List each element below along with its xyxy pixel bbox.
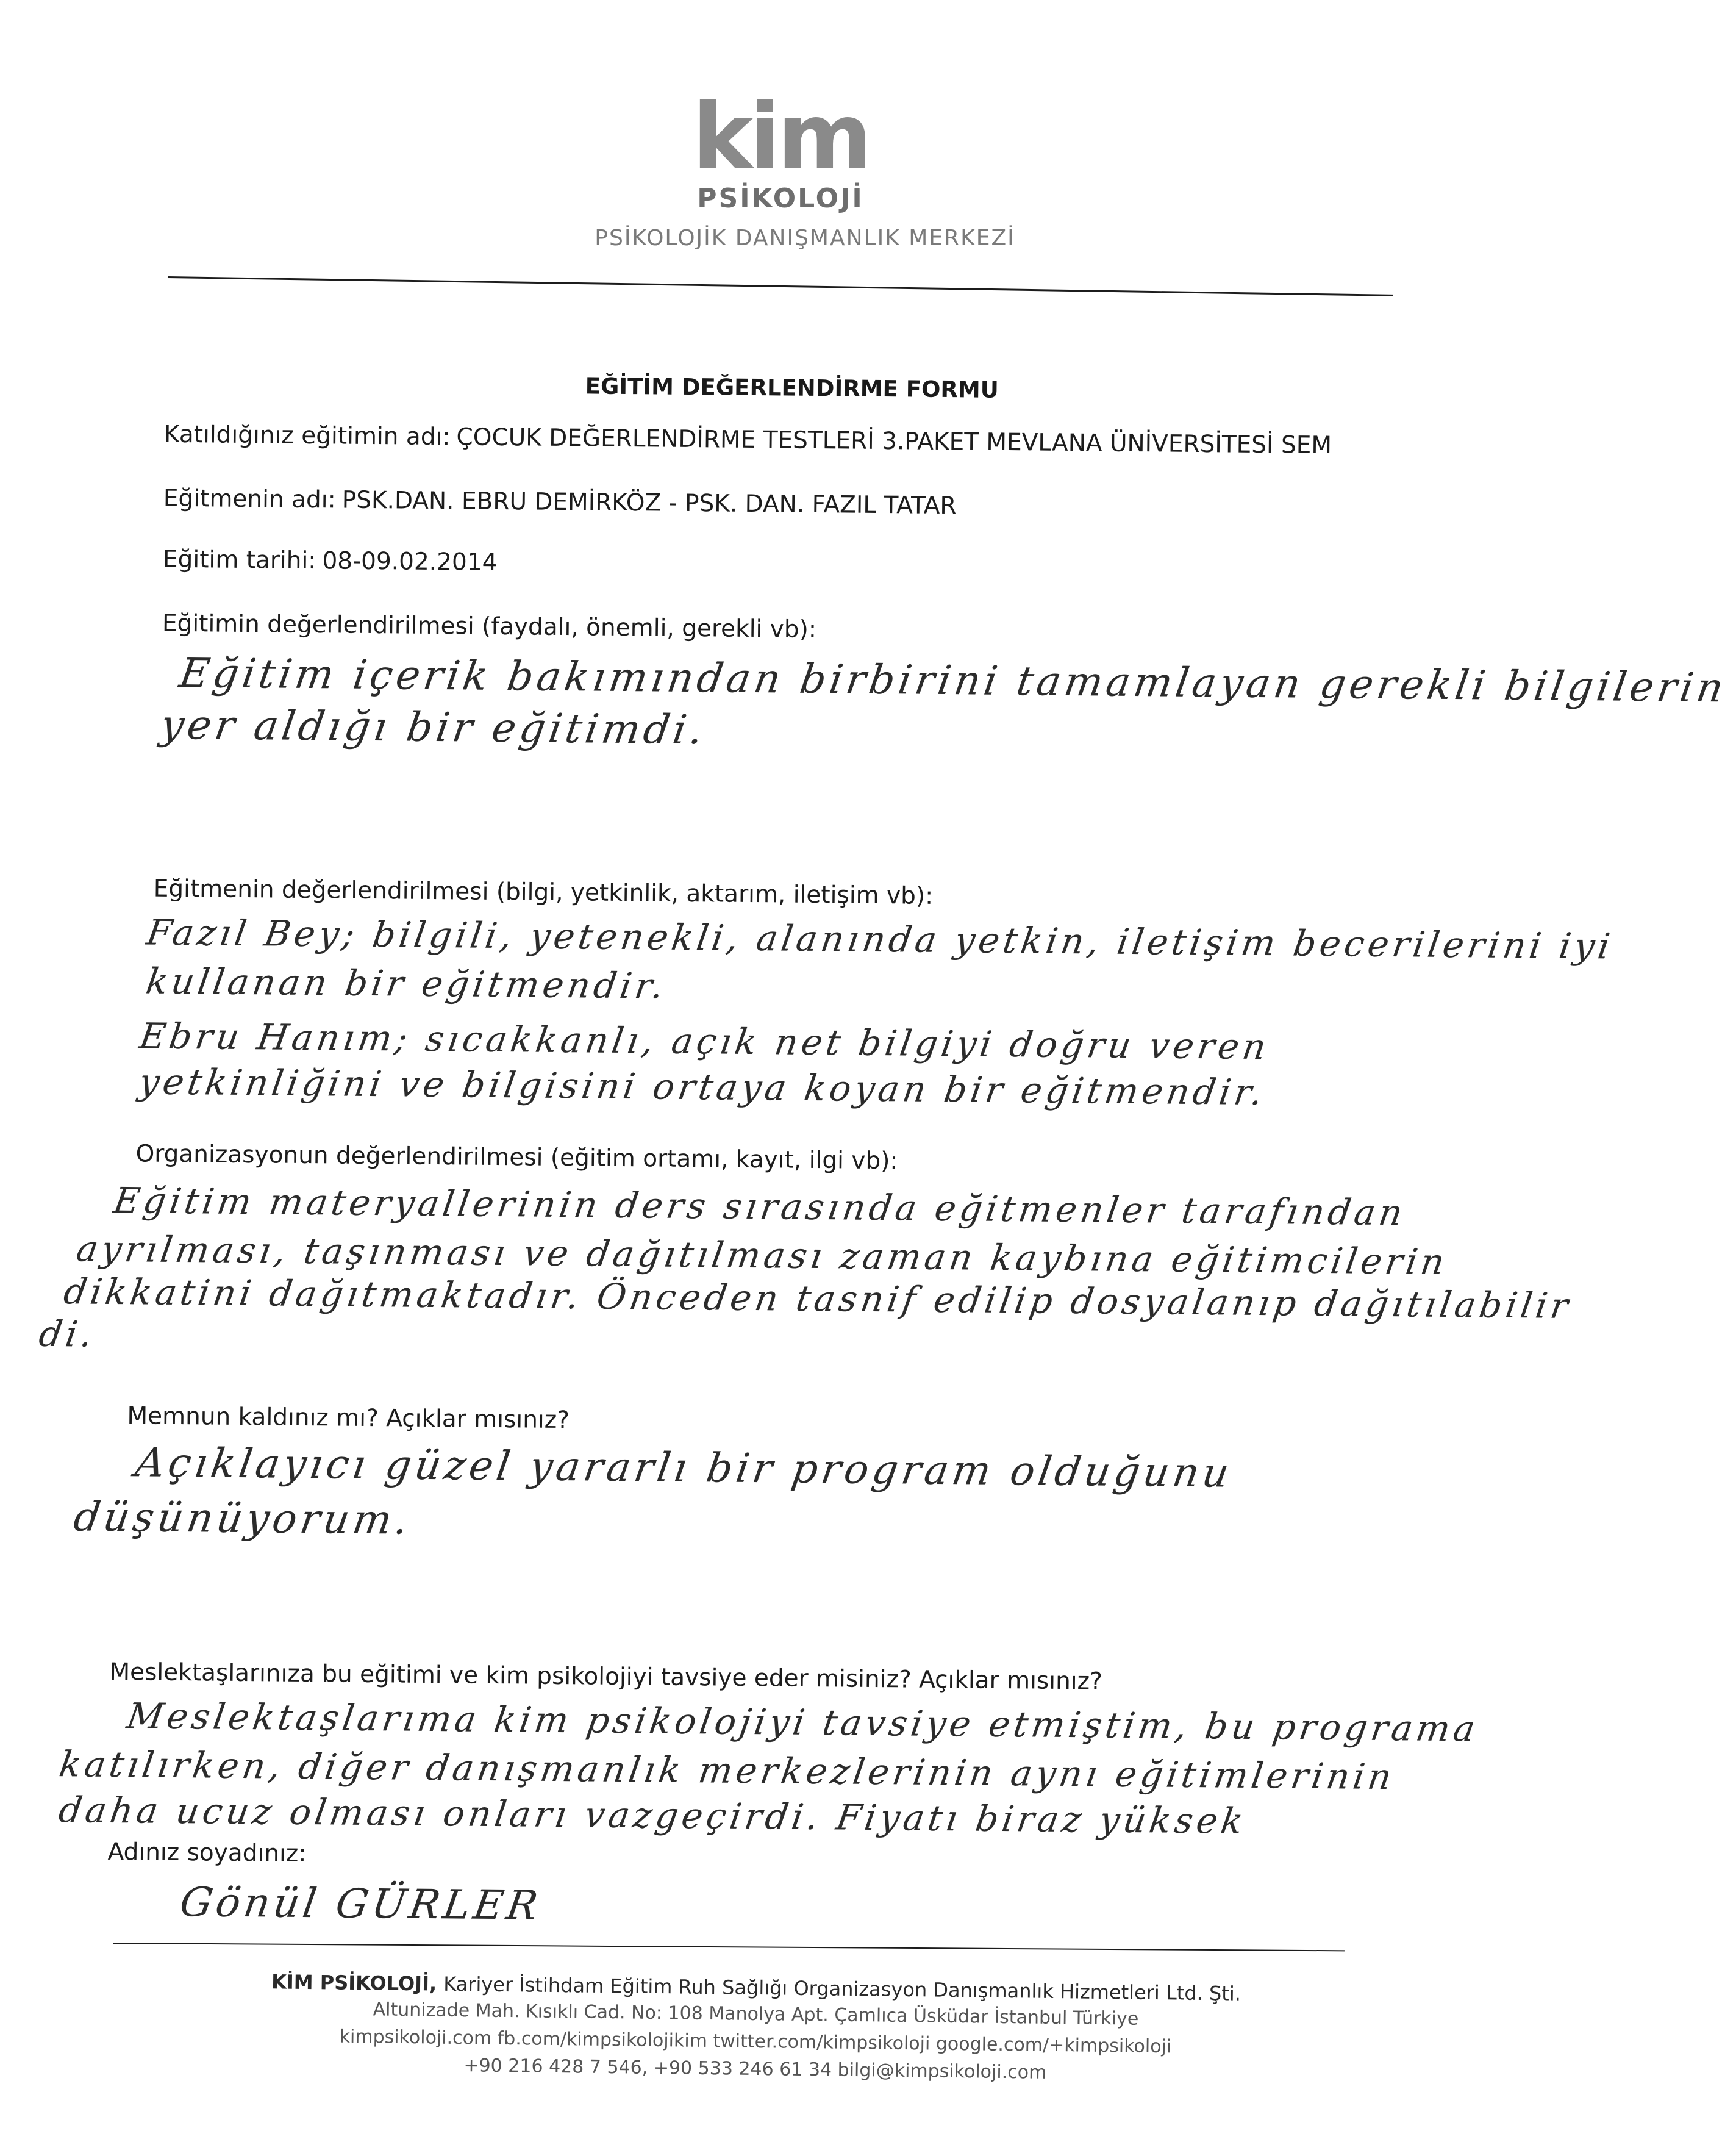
question-recommendation: Meslektaşlarınıza bu eğitimi ve kim psikolojiyi tavsiye eder misiniz? Açıklar mısınız? xyxy=(109,1658,1103,1696)
answer-organization-line-3: dikkatini dağıtmaktadır. Önceden tasnif edilip dosyalanıp dağıtılabilir xyxy=(61,1270,1575,1327)
logo-subtitle: PSİKOLOJİ xyxy=(697,183,864,214)
date-label: Eğitim tarihi: xyxy=(162,545,316,575)
training-name-value: ÇOCUK DEĞERLENDİRME TESTLERİ 3.PAKET MEVLANA ÜNİVERSİTESİ SEM xyxy=(456,423,1332,460)
date-value: 08-09.02.2014 xyxy=(322,547,498,576)
footer-company-brand: KİM PSİKOLOJİ, xyxy=(271,1970,437,1996)
logo-wordmark: kim xyxy=(692,84,869,190)
answer-organization-line-4: di. xyxy=(36,1313,99,1355)
form-title: EĞİTİM DEĞERLENDİRME FORMU xyxy=(585,373,999,403)
answer-recommendation-line-1: Meslektaşlarıma kim psikolojiyi tavsiye etmiştim, bu programa xyxy=(124,1695,1482,1750)
answer-recommendation-line-2: katılırken, diğer danışmanlık merkezlerinin aynı eğitimlerinin xyxy=(56,1743,1398,1798)
training-name-label: Katıldığınız eğitimin adı: xyxy=(163,420,451,451)
answer-trainer-line-2: kullanan bir eğitmendir. xyxy=(143,960,670,1007)
answer-training-line-1: Eğitim içerik bakımından birbirini tamamlayan gerekli bilgilerin xyxy=(176,650,1731,712)
question-training-evaluation: Eğitimin değerlendirilmesi (faydalı, önemli, gerekli vb): xyxy=(162,609,817,643)
footer-address: Altunizade Mah. Kısıklı Cad. No: 108 Manolya Apt. Çamlıca Üsküdar İstanbul Türkiye xyxy=(373,1999,1139,2030)
name-label: Adınız soyadınız: xyxy=(107,1838,307,1868)
footer-web: kimpsikoloji.com fb.com/kimpsikolojikim twitter.com/kimpsikoloji google.com/+kimpsikoloji xyxy=(339,2026,1172,2058)
question-organization-evaluation: Organizasyonun değerlendirilmesi (eğitim ortamı, kayıt, ilgi vb): xyxy=(135,1140,898,1175)
answer-trainer-line-3: Ebru Hanım; sıcakkanlı, açık net bilgiyi doğru veren xyxy=(137,1015,1273,1068)
trainer-label: Eğitmenin adı: xyxy=(163,484,336,514)
answer-trainer-line-1: Fazıl Bey; bilgili, yetenekli, alanında yetkin, iletişim becerilerini iyi xyxy=(143,911,1616,967)
question-trainer-evaluation: Eğitmenin değerlendirilmesi (bilgi, yetkinlik, aktarım, iletişim vb): xyxy=(153,875,934,910)
footer-contact: +90 216 428 7 546, +90 533 246 61 34 bilgi@kimpsikoloji.com xyxy=(463,2055,1047,2083)
answer-satisfaction-line-2: düşünüyorum. xyxy=(71,1493,415,1544)
name-answer: Gönül GÜRLER xyxy=(177,1879,545,1929)
answer-trainer-line-4: yetkinliğini ve bilgisini ortaya koyan bir eğitmendir. xyxy=(136,1061,1270,1114)
trainer-value: PSK.DAN. EBRU DEMİRKÖZ - PSK. DAN. FAZIL TATAR xyxy=(341,486,957,520)
answer-training-line-2: yer aldığı bir eğitimdi. xyxy=(157,701,710,754)
center-name: PSİKOLOJİK DANIŞMANLIK MERKEZİ xyxy=(595,226,1015,251)
footer-company-rest: Kariyer İstihdam Eğitim Ruh Sağlığı Organizasyon Danışmanlık Hizmetleri Ltd. Şti. xyxy=(443,1972,1241,2005)
answer-organization-line-2: ayrılması, taşınması ve dağıtılması zaman kaybına eğitimcilerin xyxy=(73,1228,1451,1283)
answer-satisfaction-line-1: Açıklayıcı güzel yararlı bir program olduğunu xyxy=(132,1439,1236,1497)
answer-recommendation-line-3: daha ucuz olması onları vazgeçirdi. Fiyatı biraz yüksek xyxy=(56,1789,1250,1842)
question-satisfaction: Memnun kaldınız mı? Açıklar mısınız? xyxy=(127,1402,570,1435)
answer-organization-line-1: Eğitim materyallerinin ders sırasında eğitmenler tarafından xyxy=(110,1180,1409,1234)
